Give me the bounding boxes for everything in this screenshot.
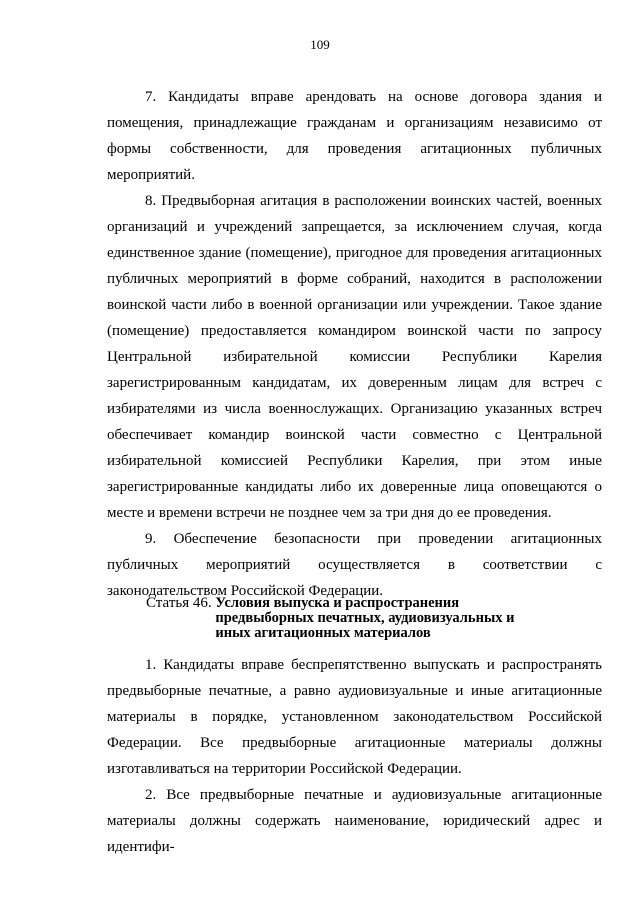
document-body-top	[107, 84, 602, 604]
article-title: Условия выпуска и распространения предвыборных печатных, аудиовизуальных и иных агитационных материалов	[215, 595, 515, 641]
paragraph-8: 8. Предвыборная агитация в расположении воинских частей, военных организаций и учреждений запрещается, за исключением случая, когда единственное здание (помещение), пригодное для проведения агитационных публичных мероприятий в форме собраний, находится в расположении воинской части либо в военной организации или учреждении. Такое здание (помещение) предоставляется командиром воинской части по запросу Центральной избирательной комиссии Республики Карелия зарегистрированным кандидатам, их доверенным лицам для встреч с избирателями из числа военнослужащих. Организацию указанных встреч обеспечивает командир воинской части совместно с Центральной избирательной комиссией Республики Карелия, при этом иные зарегистрированные кандидаты либо их доверенные лица оповещаются о месте и времени встречи не позднее чем за три дня до ее проведения.	[107, 193, 602, 521]
article-heading-line	[146, 596, 606, 641]
paragraph-46-2: 2. Все предвыборные печатные и аудиовизуальные агитационные материалы должны содержать наименование, юридический адрес и идентифи-	[107, 787, 602, 855]
paragraph-9: 9. Обеспечение безопасности при проведении агитационных публичных мероприятий осуществляется в соответствии с законодательством Российской Федерации.	[107, 531, 602, 599]
paragraph-46-1: 1. Кандидаты вправе беспрепятственно выпускать и распространять предвыборные печатные, а равно аудиовизуальные и иные агитационные материалы в порядке, установленном законодательством Российской Федерации. Все предвыборные агитационные материалы должны изготавливаться на территории Российской Федерации.	[107, 657, 602, 777]
page-number: 109	[310, 37, 330, 52]
article-heading	[146, 596, 606, 641]
paragraph-7: 7. Кандидаты вправе арендовать на основе договора здания и помещения, принадлежащие гражданам и организациям независимо от формы собственности, для проведения агитационных публичных мероприятий.	[107, 89, 602, 183]
document-body-bottom	[107, 652, 602, 860]
article-number: Статья 46.	[146, 595, 216, 611]
